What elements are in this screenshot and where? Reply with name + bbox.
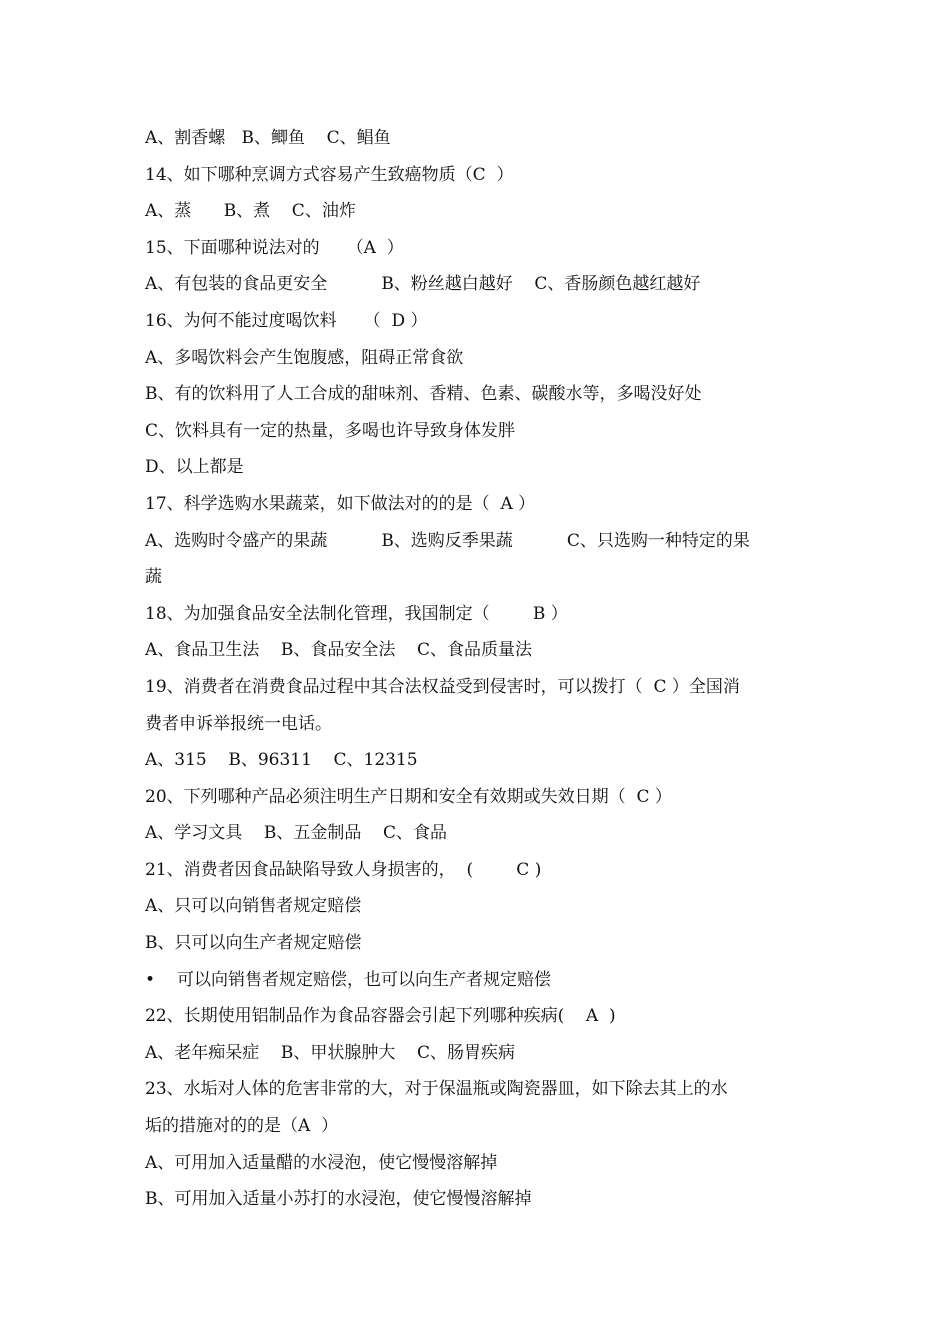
bullet-icon: • [145,969,156,990]
text-line: A、可用加入适量醋的水浸泡，使它慢慢溶解掉 [145,1152,498,1173]
text-line: 蔬 [145,567,162,588]
question-line: 14、如下哪种烹调方式容易产生致癌物质（C ） [145,164,514,185]
question-line: 22、长期使用铝制品作为食品容器会引起下列哪种疾病( A ) [145,1006,616,1027]
text-line: D、以上都是 [145,457,244,478]
text-line: B、有的饮料用了人工合成的甜味剂、香精、色素、碳酸水等，多喝没好处 [145,384,702,405]
question-line: 18、为加强食品安全法制化管理，我国制定（ B ） [145,603,568,624]
text-line: A、蒸 B、煮 C、油炸 [145,201,356,222]
text-line: B、可用加入适量小苏打的水浸泡，使它慢慢溶解掉 [145,1189,532,1210]
text-line: 费者申诉举报统一电话。 [145,713,332,734]
text-line: B、只可以向生产者规定赔偿 [145,933,362,954]
text-line: A、多喝饮料会产生饱腹感，阻碍正常食欲 [145,347,464,368]
question-line: 15、下面哪种说法对的 （A ） [145,237,404,258]
question-line: 16、为何不能过度喝饮料 （ D ） [145,310,428,331]
text-line: A、食品卫生法 B、食品安全法 C、食品质量法 [145,640,533,661]
question-line: 21、消费者因食品缺陷导致人身损害的， ( C ) [145,859,542,880]
question-line: 17、科学选购水果蔬菜，如下做法对的的是（ A ） [145,493,536,514]
question-line: 23、水垢对人体的危害非常的大，对于保温瓶或陶瓷器皿，如下除去其上的水 [145,1079,728,1100]
text-line: A、学习文具 B、五金制品 C、食品 [145,823,448,844]
question-line: 20、下列哪种产品必须注明生产日期和安全有效期或失效日期（ C ） [145,786,672,807]
text-line: A、老年痴呆症 B、甲状腺肿大 C、肠胃疾病 [145,1042,516,1063]
bullet-text: 可以向销售者规定赔偿，也可以向生产者规定赔偿 [177,969,551,990]
document-page [145,120,825,1218]
text-line: A、割香螺 B、鲫鱼 C、鲳鱼 [145,128,391,148]
text-line: 垢的措施对的的是（A ） [145,1116,339,1137]
text-line: A、有包装的食品更安全 B、粉丝越白越好 C、香肠颜色越红越好 [145,274,701,295]
question-line: 19、消费者在消费食品过程中其合法权益受到侵害时，可以拨打（ C ）全国消 [145,676,740,697]
text-line: C、饮料具有一定的热量，多喝也许导致身体发胖 [145,420,516,441]
text-line: A、选购时令盛产的果蔬 B、选购反季果蔬 C、只选购一种特定的果 [145,530,750,551]
bullet-list-item [145,962,825,999]
text-line: A、只可以向销售者规定赔偿 [145,896,362,917]
text-line: A、315 B、96311 C、12315 [145,750,418,771]
